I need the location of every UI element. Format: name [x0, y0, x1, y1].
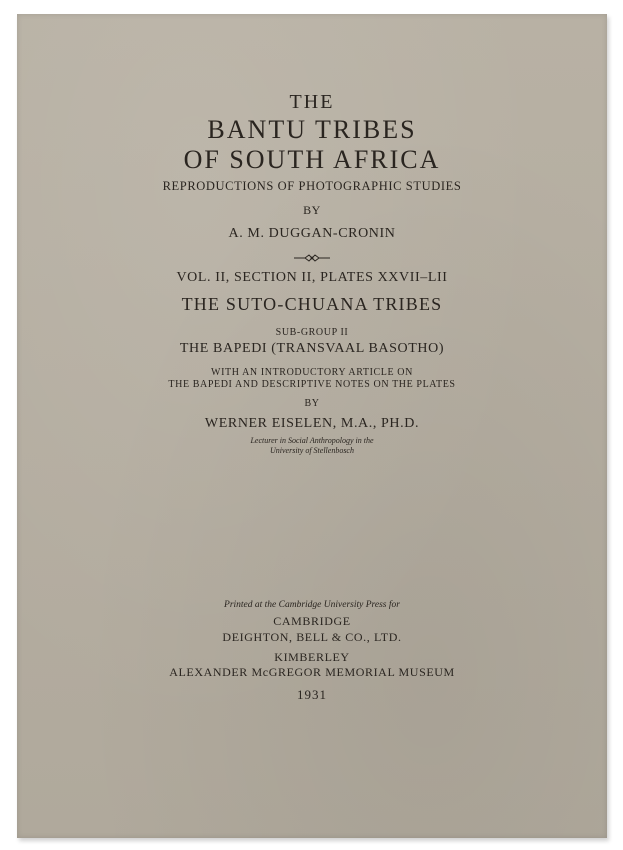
title-the: THE — [289, 91, 335, 113]
title-line-2: OF SOUTH AFRICA — [183, 145, 441, 174]
by-label-2: BY — [304, 398, 320, 409]
ornament-icon — [293, 253, 331, 263]
author: A. M. DUGGAN-CRONIN — [228, 226, 396, 241]
year: 1931 — [297, 687, 327, 702]
contributor: WERNER EISELEN, M.A., PH.D. — [204, 416, 420, 431]
intro-line-1: WITH AN INTRODUCTORY ARTICLE ON — [211, 367, 413, 378]
volume-line: VOL. II, SECTION II, PLATES XXVII–LII — [176, 270, 448, 285]
subgroup-title: THE BAPEDI (TRANSVAAL BASOTHO) — [179, 341, 445, 356]
by-label: BY — [303, 203, 321, 217]
contributor-role-line-2: University of Stellenbosch — [270, 446, 354, 455]
publisher-1: DEIGHTON, BELL & CO., LTD. — [222, 630, 402, 644]
title-line-1: BANTU TRIBES — [207, 115, 417, 144]
publisher-2: ALEXANDER McGREGOR MEMORIAL MUSEUM — [169, 665, 455, 679]
intro-line-2: THE BAPEDI AND DESCRIPTIVE NOTES ON THE PLATES — [168, 379, 456, 390]
publisher-city-2: KIMBERLEY — [274, 650, 350, 664]
printed-line: Printed at the Cambridge University Press for — [224, 600, 400, 610]
publisher-city-1: CAMBRIDGE — [273, 614, 351, 628]
subgroup-label: SUB-GROUP II — [275, 327, 349, 338]
section-title: THE SUTO-CHUANA TRIBES — [181, 294, 443, 314]
book-cover — [17, 14, 607, 838]
contributor-role-line-1: Lecturer in Social Anthropology in the — [250, 436, 374, 445]
subtitle: REPRODUCTIONS OF PHOTOGRAPHIC STUDIES — [162, 179, 462, 193]
